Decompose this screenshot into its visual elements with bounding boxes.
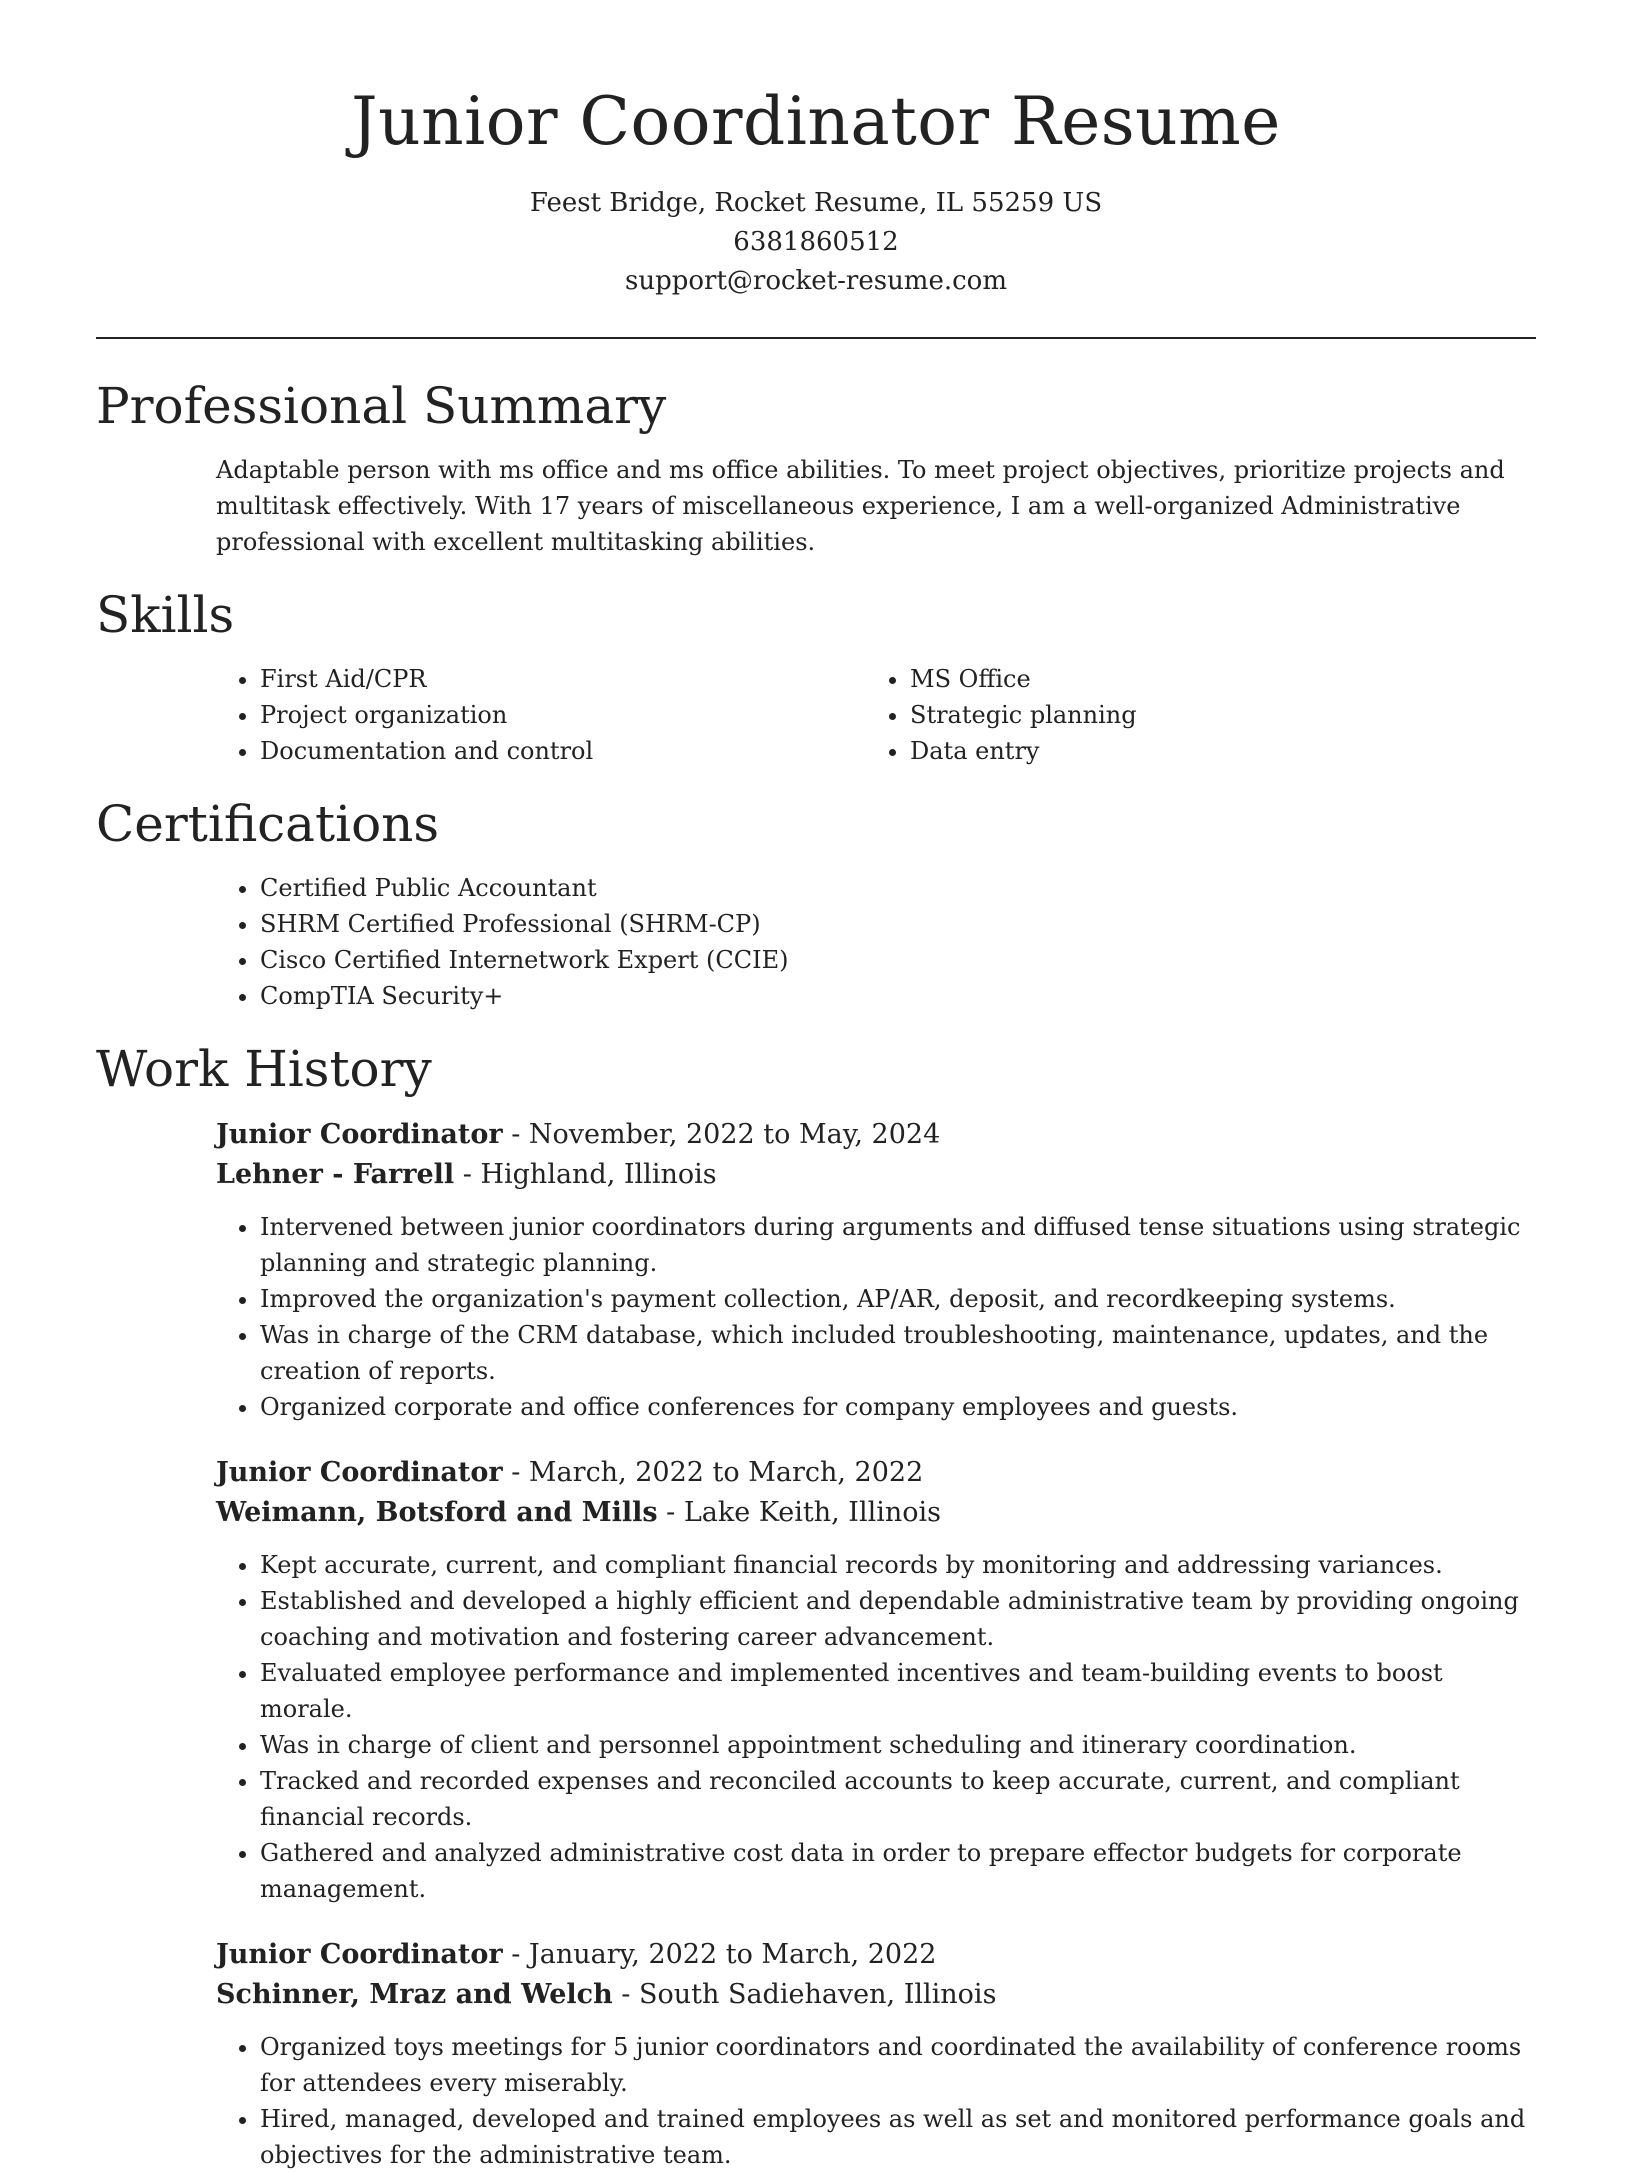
skills-heading: Skills: [96, 585, 235, 644]
job-duty: • Intervened between junior coordinators during arguments and diffused tense situations using strategic planning and strategic planning.: [260, 1209, 1536, 1281]
certification-item: • Cisco Certified Internetwork Expert (CCIE): [260, 942, 1536, 978]
job-title: Junior Coordinator: [216, 1118, 503, 1150]
certification-item: • Certified Public Accountant: [260, 870, 1536, 906]
skills-list-right: [866, 661, 1536, 769]
skill-item: • Data entry: [910, 733, 1536, 769]
job-title: Junior Coordinator: [216, 1938, 503, 1970]
job-duties-list: [216, 2029, 1536, 2173]
job-dates: - November, 2022 to May, 2024: [502, 1118, 941, 1150]
job-duties-list: [216, 1209, 1536, 1425]
contact-phone: 6381860512: [733, 226, 899, 257]
skill-item: • Project organization: [260, 697, 866, 733]
job-entry: [216, 1453, 1536, 1907]
resume-title: Junior Coordinator Resume: [351, 83, 1281, 160]
job-duty: • Evaluated employee performance and implemented incentives and team-building events to boost morale.: [260, 1655, 1536, 1727]
job-duty: • Kept accurate, current, and compliant financial records by monitoring and addressing variances.: [260, 1547, 1536, 1583]
summary-heading: Professional Summary: [96, 376, 667, 435]
contact-address: Feest Bridge, Rocket Resume, IL 55259 US: [529, 187, 1103, 218]
skill-item: • Documentation and control: [260, 733, 866, 769]
job-company-line: [216, 1155, 1536, 1195]
job-company-line: [216, 1493, 1536, 1533]
certification-item: • SHRM Certified Professional (SHRM-CP): [260, 906, 1536, 942]
job-duties-list: [216, 1547, 1536, 1907]
skill-item: • Strategic planning: [910, 697, 1536, 733]
job-duty: • Organized corporate and office conferences for company employees and guests.: [260, 1389, 1536, 1425]
job-duty: • Tracked and recorded expenses and reconciled accounts to keep accurate, current, and compliant financial records.: [260, 1763, 1536, 1835]
resume-header: [96, 0, 1536, 301]
job-company-line: [216, 1975, 1536, 2015]
job-duty: • Established and developed a highly efficient and dependable administrative team by providing ongoing coaching and motivation and fostering career advancement.: [260, 1583, 1536, 1655]
work-history-heading: Work History: [96, 1039, 432, 1098]
job-dates: - March, 2022 to March, 2022: [502, 1456, 924, 1488]
summary-text: Adaptable person with ms office and ms office abilities. To meet project objectives, prioritize projects and multitask effectively. With 17 years of miscellaneous experience, I am a well-organized Administrative professional with excellent multitasking abilities.: [216, 455, 1505, 556]
skill-item: • MS Office: [910, 661, 1536, 697]
job-duty: • Improved the organization's payment collection, AP/AR, deposit, and recordkeeping systems.: [260, 1281, 1536, 1317]
job-location: - South Sadiehaven, Illinois: [612, 1978, 997, 2010]
job-company: Lehner - Farrell: [216, 1158, 455, 1190]
header-divider: [96, 337, 1536, 339]
job-duty: • Organized toys meetings for 5 junior coordinators and coordinated the availability of conference rooms for attendees every miserably.: [260, 2029, 1536, 2101]
job-duty: • Was in charge of the CRM database, which included troubleshooting, maintenance, updates, and the creation of reports.: [260, 1317, 1536, 1389]
skills-section: [96, 585, 1536, 769]
job-title-line: [216, 1453, 1536, 1493]
job-duty: • Gathered and analyzed administrative cost data in order to prepare effector budgets for corporate management.: [260, 1835, 1536, 1907]
job-title-line: [216, 1935, 1536, 1975]
work-history-section: [96, 1039, 1536, 2173]
job-entry: [216, 1935, 1536, 2173]
job-company: Weimann, Botsford and Mills: [216, 1496, 658, 1528]
job-dates: - January, 2022 to March, 2022: [502, 1938, 937, 1970]
job-location: - Highland, Illinois: [454, 1158, 717, 1190]
skill-item: • First Aid/CPR: [260, 661, 866, 697]
job-entry: [216, 1115, 1536, 1425]
certifications-section: [96, 794, 1536, 1014]
certification-item: • CompTIA Security+: [260, 978, 1536, 1014]
job-location: - Lake Keith, Illinois: [657, 1496, 941, 1528]
certifications-heading: Certifications: [96, 794, 440, 853]
job-title-line: [216, 1115, 1536, 1155]
contact-email: support@rocket-resume.com: [624, 265, 1007, 296]
job-company: Schinner, Mraz and Welch: [216, 1978, 613, 2010]
job-title: Junior Coordinator: [216, 1456, 503, 1488]
certifications-list: [216, 870, 1536, 1014]
summary-section: [96, 376, 1536, 560]
skills-list-left: [216, 661, 866, 769]
job-duty: • Was in charge of client and personnel appointment scheduling and itinerary coordination.: [260, 1727, 1536, 1763]
job-duty: • Hired, managed, developed and trained employees as well as set and monitored performance goals and objectives for the administrative team.: [260, 2101, 1536, 2173]
